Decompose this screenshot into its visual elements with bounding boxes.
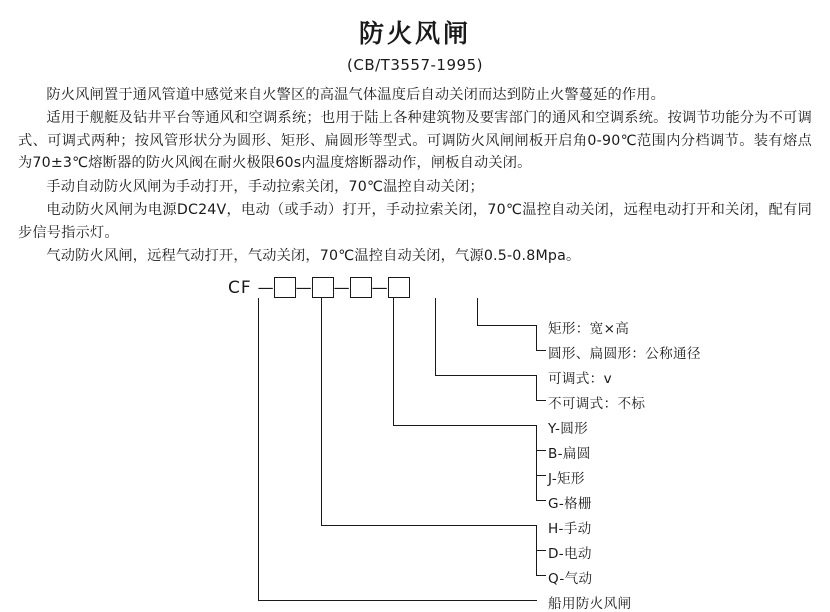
leaf-label-12: 船用防火风闸 xyxy=(548,595,632,612)
leaf-label-8: G-格栅 xyxy=(548,495,592,512)
leader-v-box4 xyxy=(477,298,478,326)
model-designation-diagram xyxy=(18,276,812,612)
leader-h-label-11 xyxy=(536,575,546,576)
leader-h-label-3 xyxy=(435,375,537,376)
paragraph-5: 气动防火风闸，远程气动打开，气动关闭，70℃温控自动关闭，气源0.5-0.8Mpa。 xyxy=(46,248,581,265)
leaf-label-2: 圆形、扁圆形：公称通径 xyxy=(548,345,701,362)
leaf-label-6: B-扁圆 xyxy=(548,445,591,462)
leader-h-label-8 xyxy=(536,500,546,501)
leaf-label-1: 矩形：宽×高 xyxy=(548,320,630,337)
standard-code: (CB/T3557-1995) xyxy=(347,56,483,74)
dash-4: — xyxy=(371,278,388,297)
code-box-2 xyxy=(312,277,334,298)
paragraph-4: 电动防火风闸为电源DC24V，电动（或手动）打开，手动拉索关闭，70℃温控自动关闭，远程电动打开和关闭，配有同步信号指示灯。 xyxy=(18,202,812,241)
leader-v-label-2 xyxy=(536,325,537,351)
page-title: 防火风闸 xyxy=(358,19,471,48)
leader-h-label-2 xyxy=(536,350,546,351)
leader-v-box1 xyxy=(321,298,322,526)
document-body xyxy=(18,84,812,268)
leader-h-label-12 xyxy=(258,600,537,601)
leader-h-label-1 xyxy=(477,325,537,326)
leader-h-label-5 xyxy=(393,425,537,426)
leader-h-label-6 xyxy=(536,450,546,451)
leader-v-prefix xyxy=(258,298,259,601)
leader-v-box3 xyxy=(435,298,436,376)
leader-v-label-group2 xyxy=(536,425,537,501)
code-box-4 xyxy=(388,277,410,298)
leaf-label-11: Q-气动 xyxy=(548,570,593,587)
leaf-label-10: D-电动 xyxy=(548,545,592,562)
code-prefix: CF xyxy=(228,277,252,298)
dash-2: — xyxy=(295,278,312,297)
model-code-row xyxy=(228,276,410,300)
leaf-label-9: H-手动 xyxy=(548,520,592,537)
code-box-3 xyxy=(350,277,372,298)
code-box-1 xyxy=(274,277,296,298)
leader-v-box2 xyxy=(393,298,394,426)
leader-v-label-4 xyxy=(536,375,537,401)
dash-1: — xyxy=(257,278,274,297)
paragraph-3: 手动自动防火风闸为手动打开，手动拉索关闭，70℃温控自动关闭； xyxy=(46,178,484,195)
leaf-label-5: Y-圆形 xyxy=(548,420,588,437)
leaf-label-7: J-矩形 xyxy=(548,470,585,487)
leaf-label-4: 不可调式：不标 xyxy=(548,395,646,412)
leader-h-label-10 xyxy=(536,550,546,551)
leaf-label-3: 可调式：v xyxy=(548,370,612,387)
paragraph-2: 适用于舰艇及钻井平台等通风和空调系统；也用于陆上各种建筑物及要害部门的通风和空调系统。按调节功能分为不可调式、可调式两种；按风管形状分为圆形、矩形、扁圆形等型式。可调防火风闸闸板开启角0-90℃范围内分档调节。装有熔点为70±3℃熔断器的防火风阀在耐火极限60s内温度熔断器动作，闸板自动关闭。 xyxy=(18,110,812,172)
leader-h-label-7 xyxy=(536,475,546,476)
dash-3: — xyxy=(333,278,350,297)
paragraph-1: 防火风闸置于通风管道中感觉来自火警区的高温气体温度后自动关闭而达到防止火警蔓延的作用。 xyxy=(46,87,666,103)
leader-h-label-4 xyxy=(536,400,546,401)
leader-h-label-9 xyxy=(321,525,537,526)
